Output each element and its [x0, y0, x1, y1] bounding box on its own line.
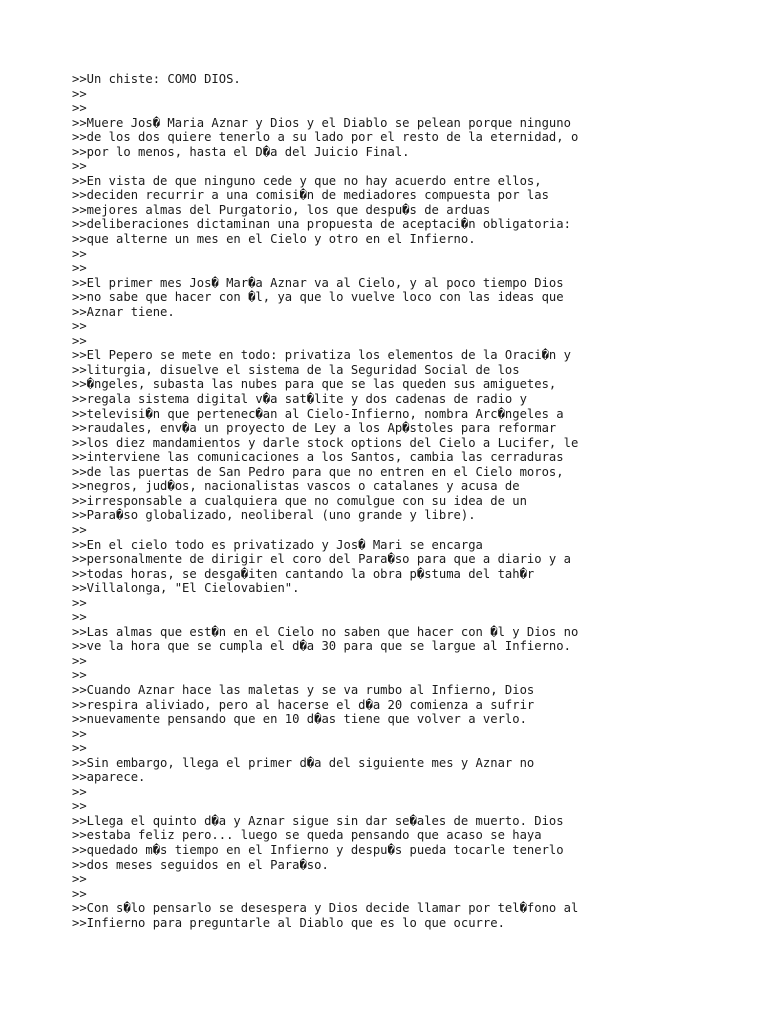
text-line: >> — [72, 799, 87, 814]
text-line: >>irresponsable a cualquiera que no comulgue con su idea de un — [72, 493, 527, 508]
text-line: >>Llega el quinto d�a y Aznar sigue sin dar se�ales de muerto. Dios — [72, 813, 564, 828]
text-line: >>Para�so globalizado, neoliberal (uno grande y libre). — [72, 508, 476, 523]
text-line: >>todas horas, se desga�iten cantando la obra p�stuma del tah�r — [72, 566, 535, 581]
text-line: >>El primer mes Jos� Mar�a Aznar va al Cielo, y al poco tiempo Dios — [72, 275, 564, 290]
text-line: >>El Pepero se mete en todo: privatiza los elementos de la Oraci�n y — [72, 348, 571, 363]
text-line: >>quedado m�s tiempo en el Infierno y despu�s pueda tocarle tenerlo — [72, 842, 564, 857]
text-line: >> — [72, 261, 87, 276]
text-line: >>respira aliviado, pero al hacerse el d�a 20 comienza a sufrir — [72, 697, 535, 712]
text-line: >> — [72, 784, 87, 799]
text-line: >>�ngeles, subasta las nubes para que se las queden sus amiguetes, — [72, 377, 557, 392]
text-line: >>liturgia, disuelve el sistema de la Seguridad Social de los — [72, 362, 520, 377]
text-line: >> — [72, 101, 87, 116]
text-line: >>deliberaciones dictaminan una propuesta de aceptaci�n obligatoria: — [72, 217, 571, 232]
text-line: >>personalmente de dirigir el coro del Para�so para que a diario y a — [72, 552, 571, 567]
text-line: >> — [72, 522, 87, 537]
text-line: >>los diez mandamientos y darle stock options del Cielo a Lucifer, le — [72, 435, 579, 450]
text-line: >>estaba feliz pero... luego se queda pensando que acaso se haya — [72, 828, 542, 843]
text-line: >> — [72, 159, 87, 174]
text-line: >> — [72, 653, 87, 668]
text-line: >>no sabe que hacer con �l, ya que lo vuelve loco con las ideas que — [72, 290, 564, 305]
text-line: >>mejores almas del Purgatorio, los que despu�s de arduas — [72, 202, 491, 217]
text-line: >> — [72, 872, 87, 887]
text-line: >>Cuando Aznar hace las maletas y se va rumbo al Infierno, Dios — [72, 682, 535, 697]
text-line: >> — [72, 246, 87, 261]
text-line: >> — [72, 886, 87, 901]
text-line: >>Infierno para preguntarle al Diablo que es lo que ocurre. — [72, 915, 505, 930]
text-line: >>interviene las comunicaciones a los Santos, cambia las cerraduras — [72, 450, 564, 465]
text-line: >> — [72, 319, 87, 334]
email-body — [72, 72, 732, 930]
text-line: >>Muere Jos� Maria Aznar y Dios y el Diablo se pelean porque ninguno — [72, 115, 571, 130]
text-line: >>Las almas que est�n en el Cielo no saben que hacer con �l y Dios no — [72, 624, 579, 639]
text-line: >>de las puertas de San Pedro para que no entren en el Cielo moros, — [72, 464, 564, 479]
text-line: >>raudales, env�a un proyecto de Ley a los Ap�stoles para reformar — [72, 421, 557, 436]
text-line: >>televisi�n que pertenec�an al Cielo-Infierno, nombra Arc�ngeles a — [72, 406, 564, 421]
text-line: >>deciden recurrir a una comisi�n de mediadores compuesta por las — [72, 188, 549, 203]
text-line: >>que alterne un mes en el Cielo y otro en el Infierno. — [72, 232, 476, 247]
text-line: >>de los dos quiere tenerlo a su lado por el resto de la eternidad, o — [72, 130, 579, 145]
text-line: >>Aznar tiene. — [72, 304, 175, 319]
text-line: >> — [72, 741, 87, 756]
text-line: >>Con s�lo pensarlo se desespera y Dios decide llamar por tel�fono al — [72, 901, 579, 916]
text-line: >>regala sistema digital v�a sat�lite y dos cadenas de radio y — [72, 392, 527, 407]
text-line: >>dos meses seguidos en el Para�so. — [72, 857, 329, 872]
text-line: >>nuevamente pensando que en 10 d�as tiene que volver a verlo. — [72, 712, 527, 727]
text-line: >>aparece. — [72, 770, 146, 785]
text-line: >> — [72, 333, 87, 348]
text-line: >> — [72, 86, 87, 101]
text-line: >>Un chiste: COMO DIOS. — [72, 72, 241, 86]
text-line: >> — [72, 595, 87, 610]
text-line: >>ve la hora que se cumpla el d�a 30 para que se largue al Infierno. — [72, 639, 571, 654]
text-line: >>En vista de que ninguno cede y que no hay acuerdo entre ellos, — [72, 173, 542, 188]
text-line: >>Villalonga, "El Cielovabien". — [72, 581, 300, 596]
text-line: >>negros, jud�os, nacionalistas vascos o catalanes y acusa de — [72, 479, 520, 494]
text-line: >>Sin embargo, llega el primer d�a del siguiente mes y Aznar no — [72, 755, 535, 770]
text-line: >> — [72, 726, 87, 741]
text-line: >>por lo menos, hasta el D�a del Juicio Final. — [72, 144, 410, 159]
text-line: >>En el cielo todo es privatizado y Jos� Mari se encarga — [72, 537, 483, 552]
text-line: >> — [72, 610, 87, 625]
text-line: >> — [72, 668, 87, 683]
